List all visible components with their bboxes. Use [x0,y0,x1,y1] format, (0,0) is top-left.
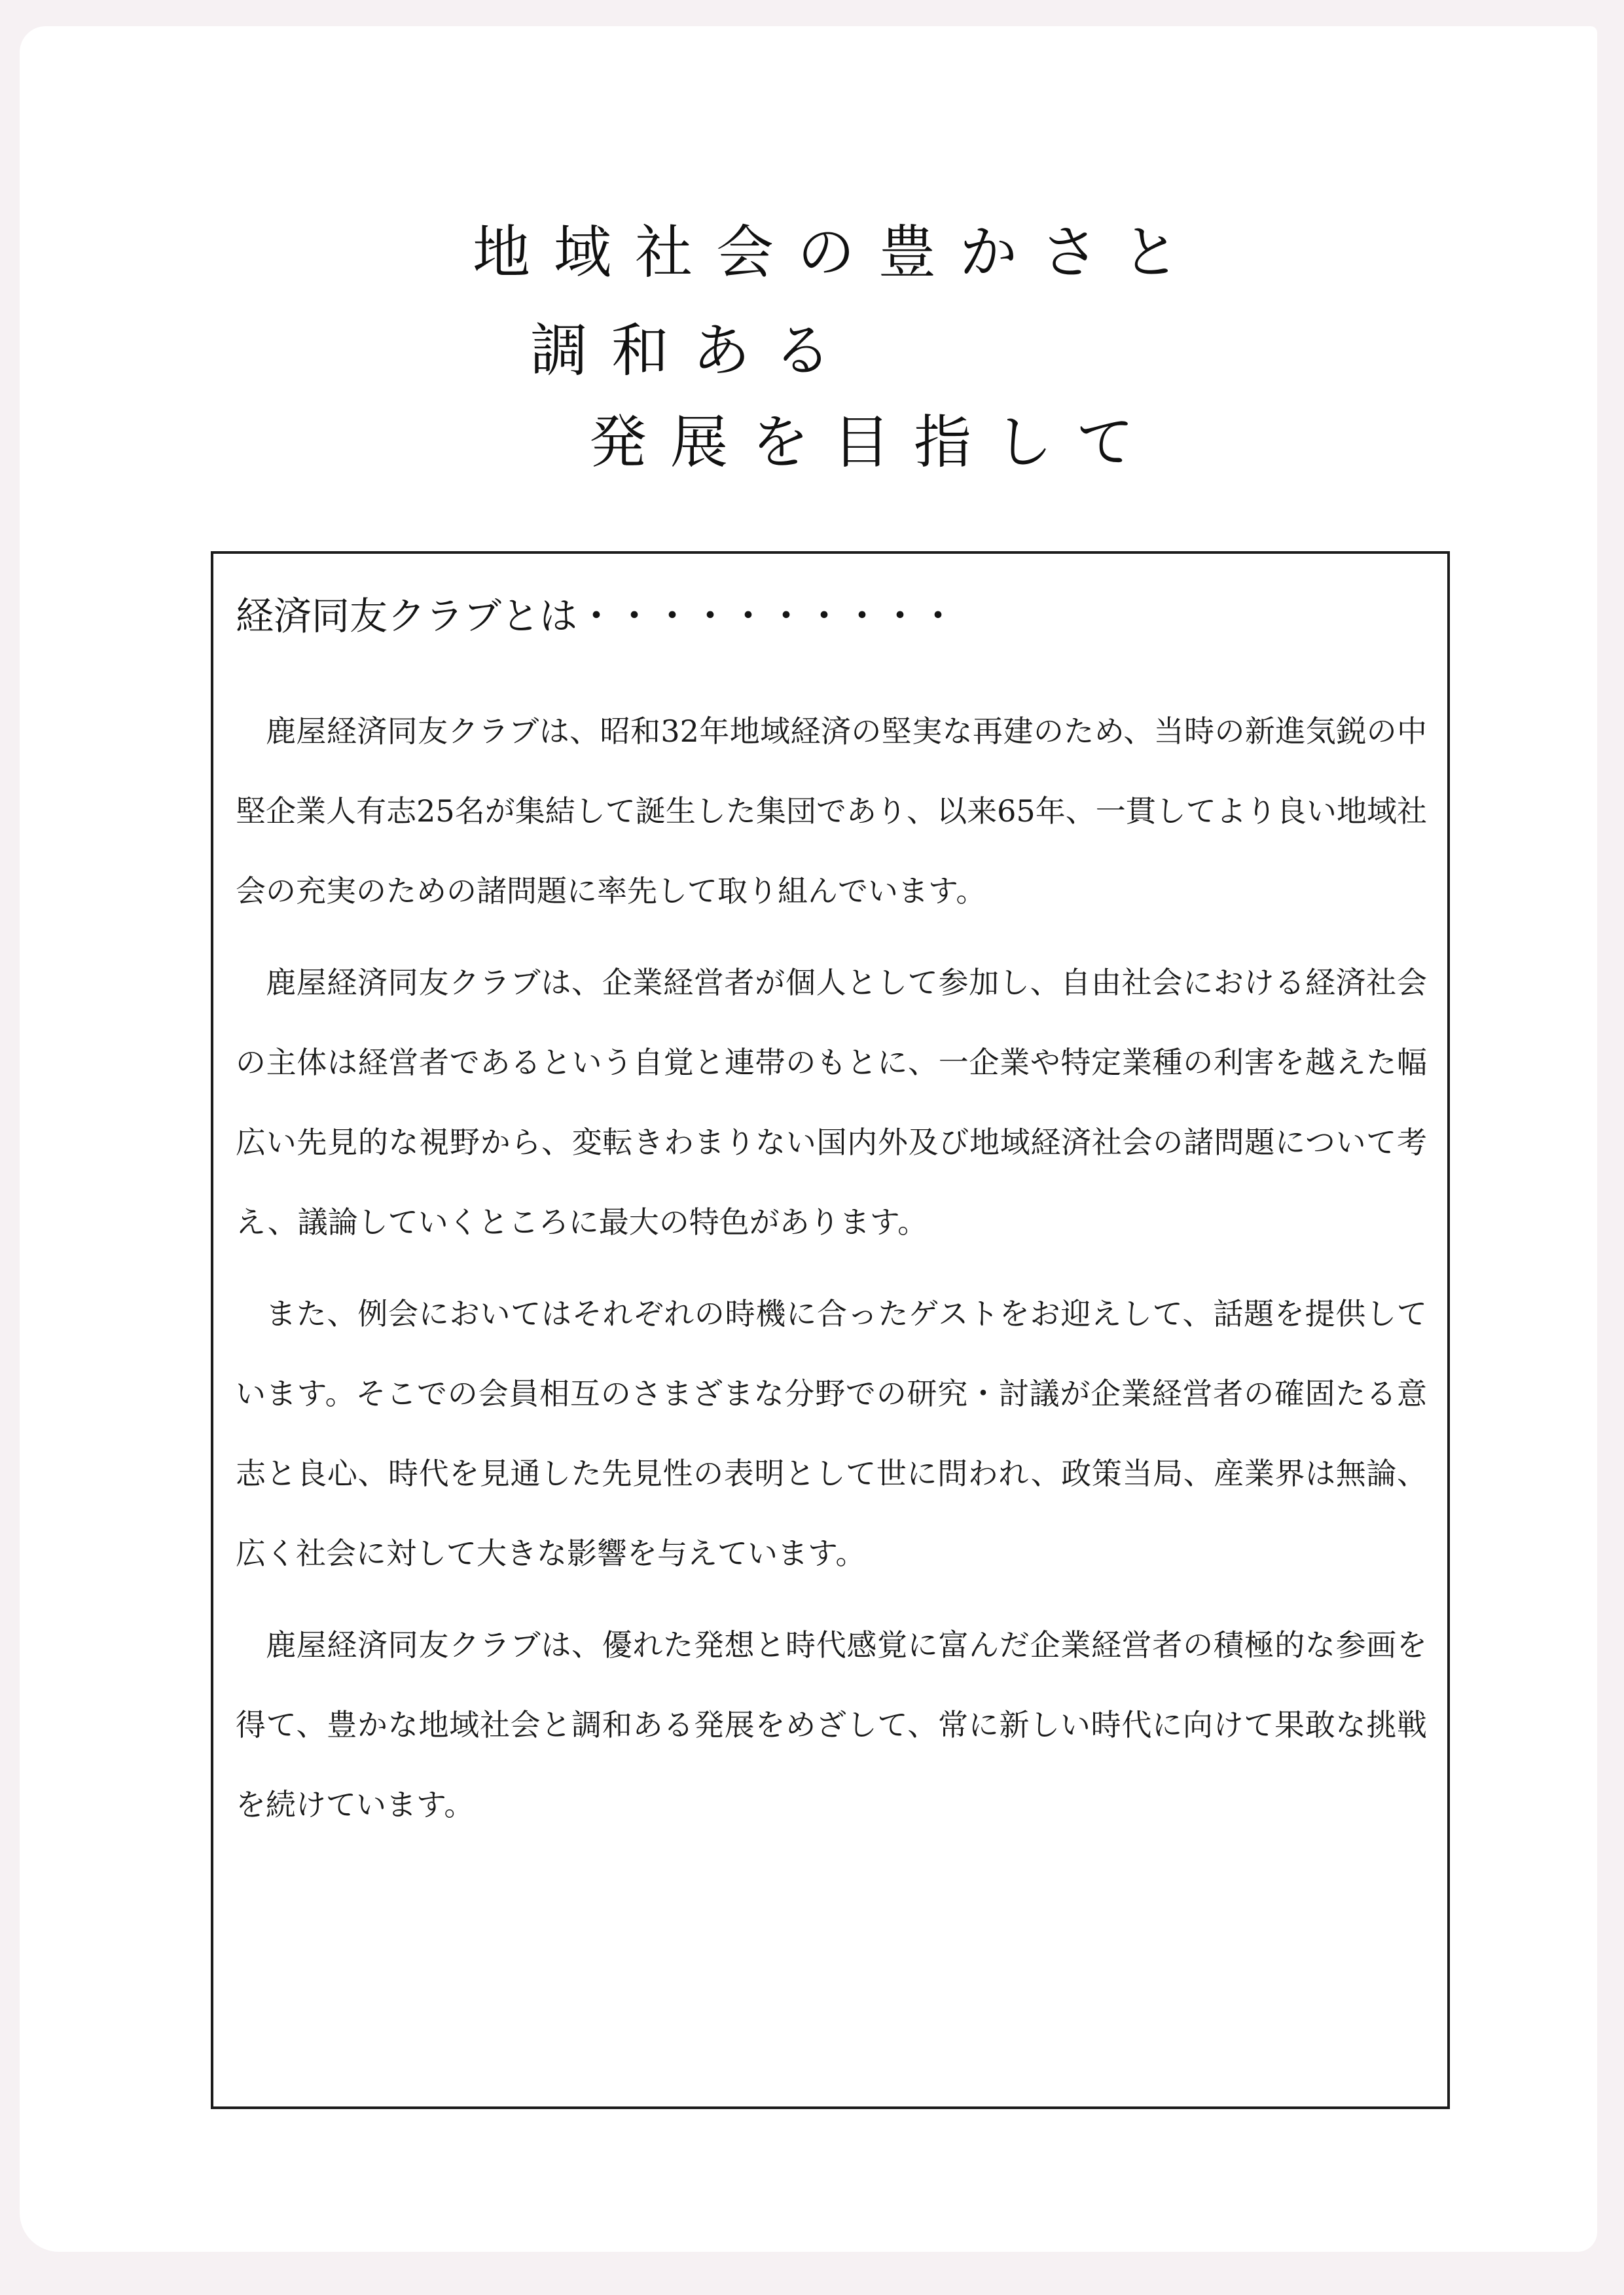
about-paragraph-1: 鹿屋経済同友クラブは、昭和32年地域経済の堅実な再建のため、当時の新進気鋭の中堅企業人有志25名が集結して誕生した集団であり、以来65年、一貫してより良い地域社会の充実のための諸問題に率先して取り組んでいます。 [236,714,1427,909]
about-heading: 経済同友クラブとは・・・・・・・・・・ [236,594,958,638]
title-line-1: 地域社会の豊かさと [473,219,1204,286]
about-body [236,691,1427,1856]
title-line-3: 発展を目指して [589,408,1158,476]
about-paragraph-2: 鹿屋経済同友クラブは、企業経営者が個人として参加し、自由社会における経済社会の主体は経営者であるという自覚と連帯のもとに、一企業や特定業種の利害を越えた幅広い先見的な視野から、変転きわまりない国内外及び地域経済社会の諸問題について考え、議論していくところに最大の特色があります。 [236,965,1427,1240]
about-box [211,551,1450,2109]
about-paragraph-3: また、例会においてはそれぞれの時機に合ったゲストをお迎えして、話題を提供しています。そこでの会員相互のさまざまな分野での研究・討議が企業経営者の確固たる意志と良心、時代を見通した先見性の表明として世に問われ、政策当局、産業界は無論、広く社会に対して大きな影響を与えています。 [236,1296,1427,1571]
about-paragraph-4: 鹿屋経済同友クラブは、優れた発想と時代感覚に富んだ企業経営者の積極的な参画を得て、豊かな地域社会と調和ある発展をめざして、常に新しい時代に向けて果敢な挑戦を続けています。 [236,1627,1427,1822]
title-line-2: 調和ある [530,317,856,384]
